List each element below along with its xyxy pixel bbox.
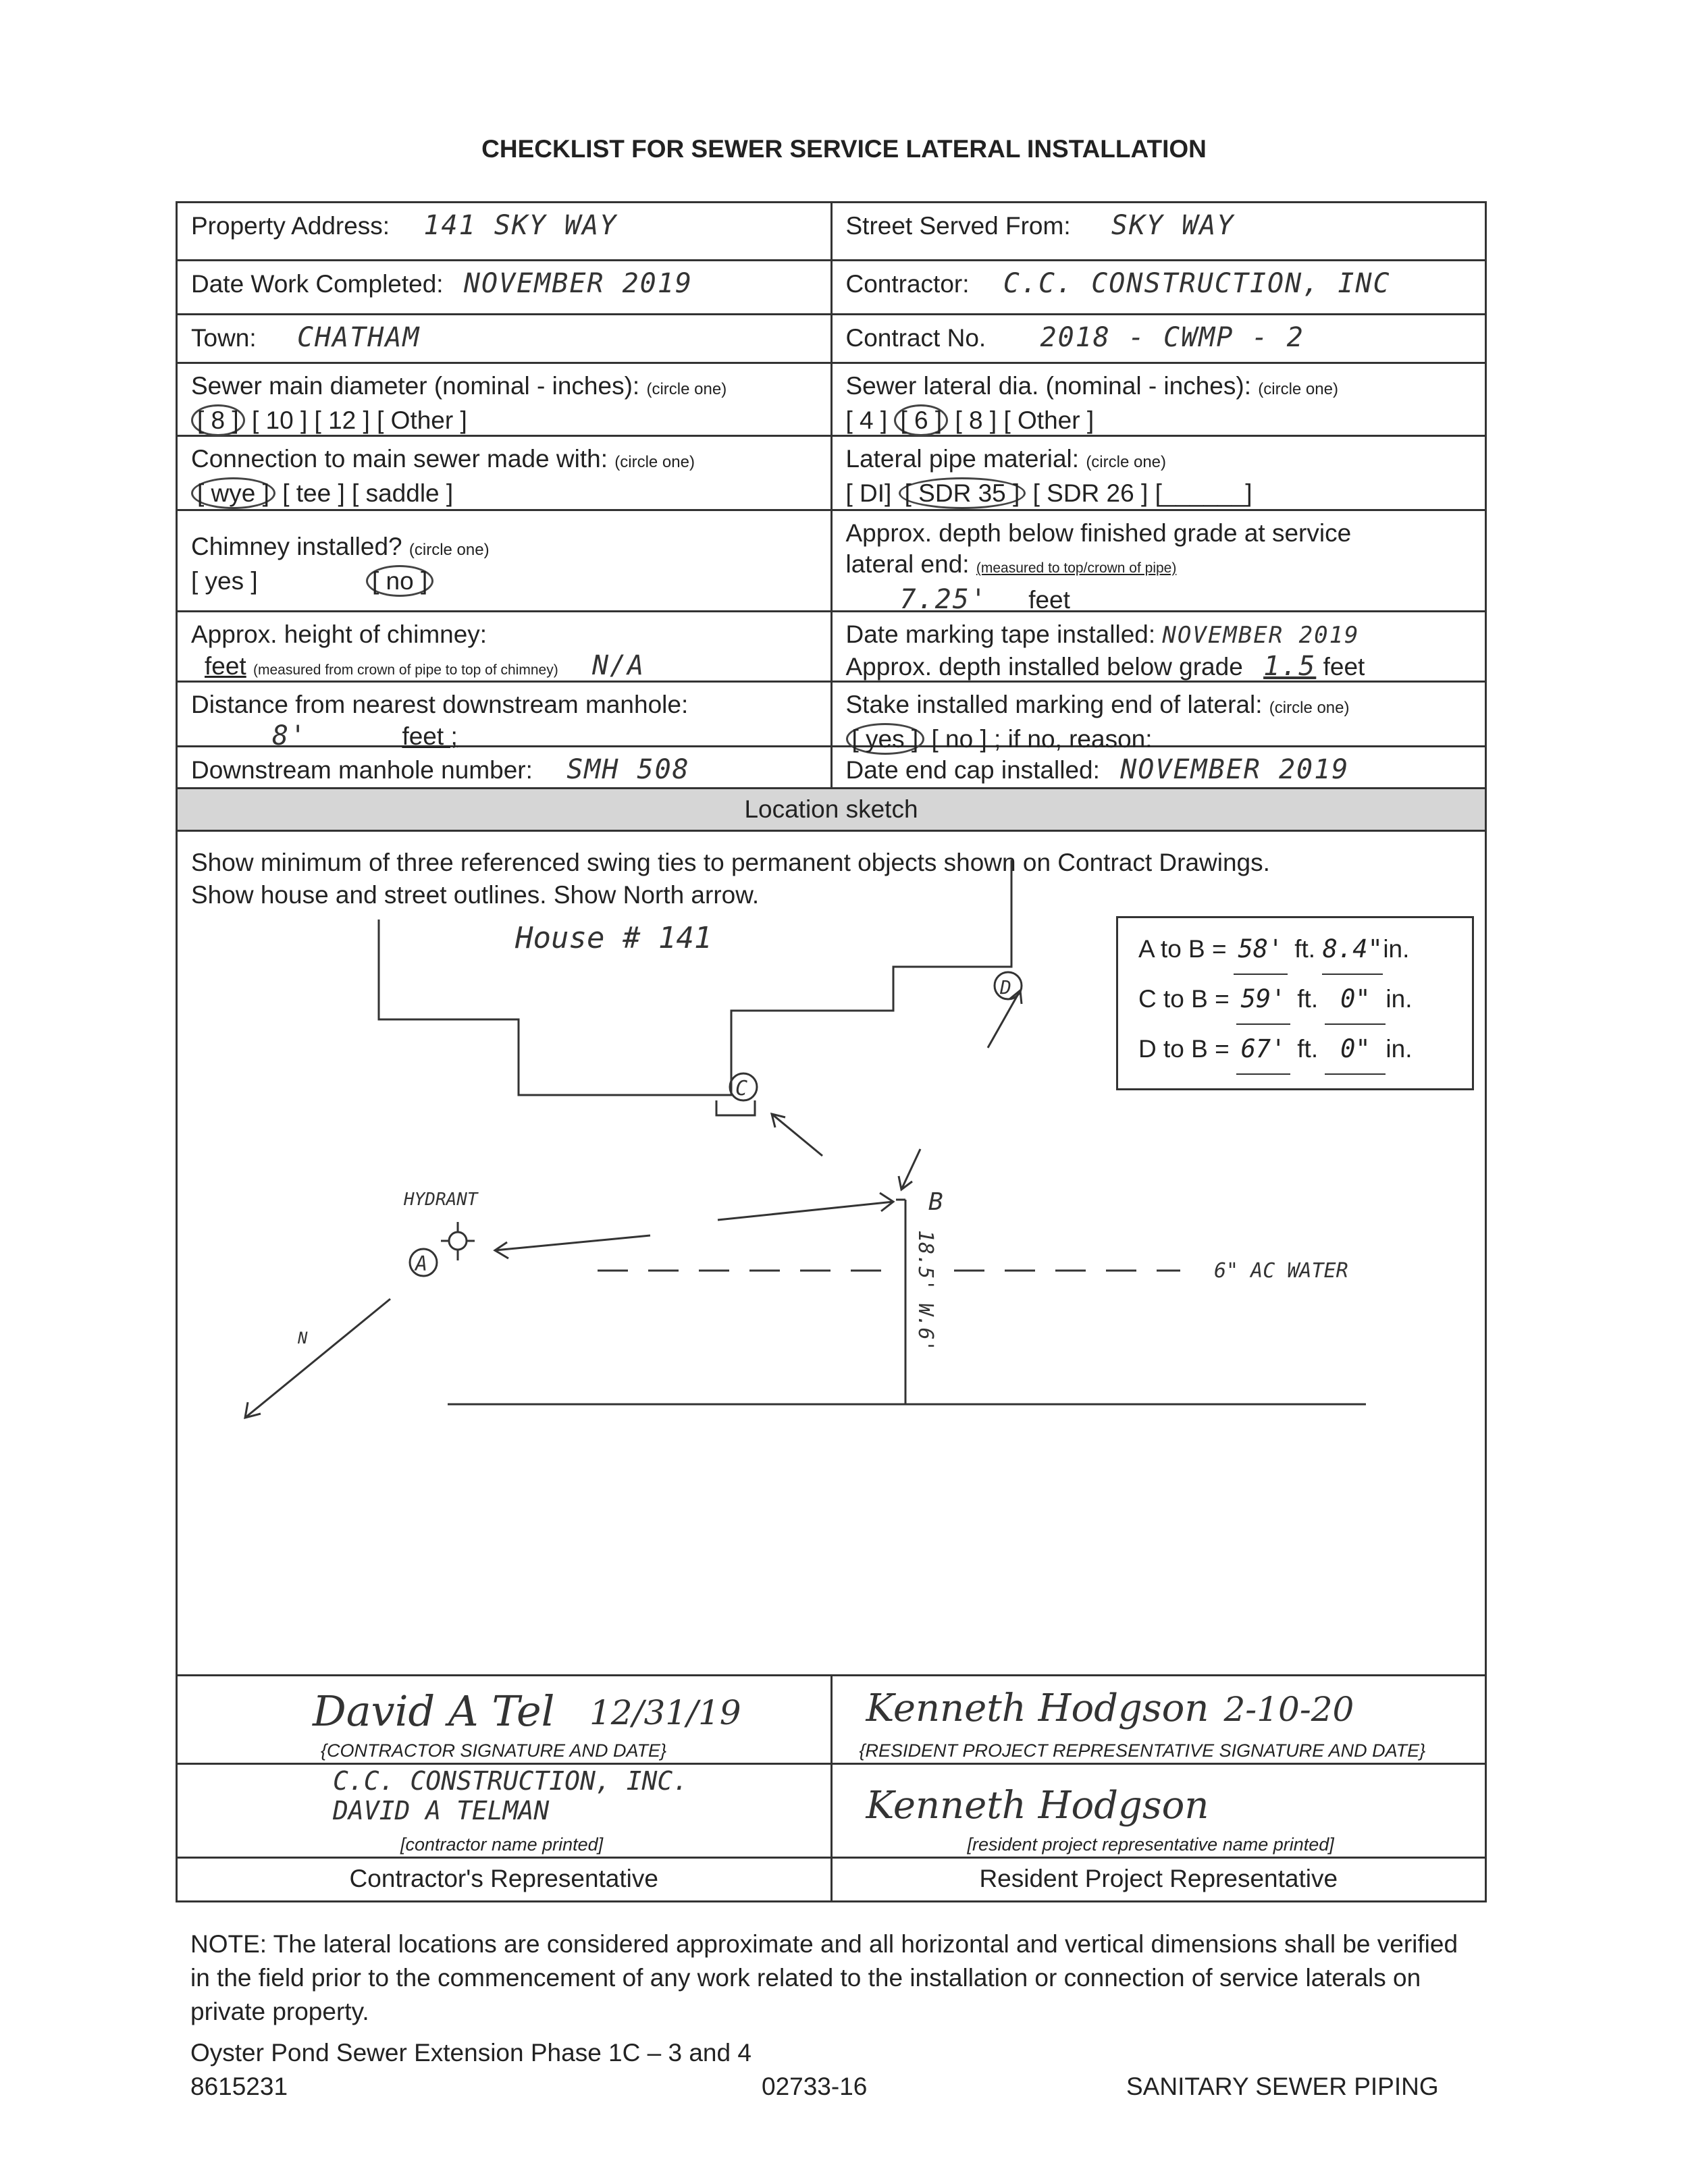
location-sketch-header: Location sketch <box>178 789 1485 832</box>
manhole-number-cell <box>178 747 833 787</box>
contractor-label: Contractor: <box>845 270 970 298</box>
contractor-name-line1[interactable]: C.C. CONSTRUCTION, INC. <box>333 1766 689 1796</box>
chimney-height-label: Approx. height of chimney: <box>191 620 487 648</box>
stake-label: Stake installed marking end of lateral: <box>845 691 1263 718</box>
connection-option-saddle[interactable]: [ saddle ] <box>352 479 454 507</box>
property-address-cell <box>178 203 833 259</box>
property-address-label: Property Address: <box>191 212 390 240</box>
checklist-form <box>176 201 1487 1902</box>
footer-section: 02733-16 <box>762 2073 868 2100</box>
chimney-option-no[interactable]: [ no ] <box>366 565 433 597</box>
contractor-cell <box>833 261 1485 313</box>
contract-no-value[interactable]: 2018 - CWMP - 2 <box>1040 322 1304 353</box>
contractor-name-label: [contractor name printed] <box>400 1834 604 1855</box>
sewer-main-option-other[interactable]: [ Other ] <box>377 406 467 434</box>
lateral-material-option-blank[interactable]: [______] <box>1155 479 1252 507</box>
manhole-distance-value[interactable]: 8' <box>272 720 308 751</box>
stake-cell <box>833 683 1485 753</box>
lateral-material-cell <box>833 437 1485 509</box>
circle-one-note: (circle one) <box>1258 380 1338 398</box>
chimney-height-cell <box>178 612 833 681</box>
ft-unit: ft. <box>1297 1035 1319 1063</box>
sketch-instruction-1: Show minimum of three referenced swing ties to permanent objects shown on Contract Drawings. <box>191 849 1270 876</box>
tie-label: C to B = <box>1138 985 1230 1013</box>
sewer-lateral-option-4[interactable]: [ 4 ] <box>845 406 888 434</box>
sewer-main-label: Sewer main diameter (nominal - inches): <box>191 372 640 400</box>
contractor-value[interactable]: C.C. CONSTRUCTION, INC <box>1003 268 1391 299</box>
contractor-signature-cell <box>178 1676 833 1763</box>
in-unit: in. <box>1383 935 1410 963</box>
sewer-main-option-10[interactable]: [ 10 ] <box>251 406 308 434</box>
tie-row-a-b <box>1138 925 1472 975</box>
depth-note: (measured to top/crown of pipe) <box>976 560 1177 576</box>
street-served-label: Street Served From: <box>845 212 1071 240</box>
marking-tape-label: Date marking tape installed: <box>845 620 1156 648</box>
note-text: NOTE: The lateral locations are considered approximate and all horizontal and vertical dimensions shall be verified in the field prior to the commencement of any work related to the installation or connection of service laterals on private property. <box>190 1930 1458 2025</box>
manhole-number-label: Downstream manhole number: <box>191 756 533 784</box>
depth-unit: feet <box>1028 586 1070 614</box>
lateral-material-option-sdr26[interactable]: [ SDR 26 ] <box>1032 479 1149 507</box>
contractor-signature[interactable]: David A Tel <box>313 1686 555 1736</box>
circle-one-note: (circle one) <box>646 380 727 398</box>
tie-ft-value[interactable]: 58' <box>1234 925 1288 975</box>
date-completed-value[interactable]: NOVEMBER 2019 <box>463 268 693 299</box>
lateral-material-option-di[interactable]: [ DI] <box>845 479 892 507</box>
sewer-lateral-option-other[interactable]: [ Other ] <box>1003 406 1094 434</box>
tie-in-value[interactable]: 0" <box>1325 975 1386 1025</box>
location-sketch <box>178 832 1485 1676</box>
stake-option-no[interactable]: [ no ] ; if no, reason: <box>931 725 1153 753</box>
town-cell <box>178 315 833 362</box>
form-title: CHECKLIST FOR SEWER SERVICE LATERAL INSTALLATION <box>481 135 1207 163</box>
tie-in-value[interactable]: 0" <box>1325 1025 1386 1075</box>
end-cap-value[interactable]: NOVEMBER 2019 <box>1120 754 1350 785</box>
north-arrow <box>245 1299 390 1418</box>
signature-row <box>178 1676 1485 1765</box>
sewer-main-option-8[interactable]: [ 8 ] <box>191 404 245 436</box>
resident-signature-label: {RESIDENT PROJECT REPRESENTATIVE SIGNATURE AND DATE} <box>859 1740 1426 1761</box>
contract-no-label: Contract No. <box>845 324 986 352</box>
circle-one-note: (circle one) <box>614 453 695 471</box>
street-served-cell <box>833 203 1485 259</box>
circle-one-note: (circle one) <box>1086 453 1167 471</box>
water-label: 6" AC WATER <box>1214 1259 1348 1283</box>
depth-label: Approx. depth below finished grade at service <box>845 519 1352 547</box>
chimney-option-yes[interactable]: [ yes ] <box>191 567 258 595</box>
contractor-signature-date[interactable]: 12/31/19 <box>589 1693 741 1732</box>
chimney-height-note: (measured from crown of pipe to top of chimney) <box>253 662 558 678</box>
manhole-number-value[interactable]: SMH 508 <box>566 754 690 785</box>
town-value[interactable]: CHATHAM <box>296 322 421 353</box>
house-label: House # 141 <box>515 921 712 955</box>
house-outline <box>379 860 1011 1095</box>
resident-name[interactable]: Kenneth Hodgson <box>866 1784 1209 1828</box>
point-a-label: A <box>415 1252 428 1276</box>
in-unit: in. <box>1386 1035 1413 1063</box>
tie-in-value[interactable]: 8.4" <box>1322 925 1383 975</box>
sewer-lateral-option-8[interactable]: [ 8 ] <box>955 406 997 434</box>
resident-name-label: [resident project representative name printed] <box>967 1834 1334 1855</box>
tie-label: A to B = <box>1138 935 1227 963</box>
hydrant-symbol <box>449 1232 467 1250</box>
end-cap-label: Date end cap installed: <box>845 756 1100 784</box>
contract-no-cell <box>833 315 1485 362</box>
marking-tape-cell <box>833 612 1485 681</box>
sewer-lateral-cell <box>833 364 1485 435</box>
manhole-distance-label: Distance from nearest downstream manhole: <box>191 691 689 718</box>
tie-ft-value[interactable]: 59' <box>1236 975 1290 1025</box>
point-d-label: D <box>1000 976 1011 998</box>
tie-label: D to B = <box>1138 1035 1230 1063</box>
tie-arrow-a-b <box>718 1202 893 1220</box>
depth-cell <box>833 511 1485 615</box>
connection-label: Connection to main sewer made with: <box>191 445 608 473</box>
c-bracket <box>716 1100 755 1115</box>
resident-rep-label: Resident Project Representative <box>979 1865 1338 1892</box>
tape-depth-label: Approx. depth installed below grade <box>845 653 1243 681</box>
sewer-lateral-option-6[interactable]: [ 6 ] <box>894 404 948 436</box>
connection-option-tee[interactable]: [ tee ] <box>282 479 345 507</box>
manhole-distance-cell <box>178 683 833 751</box>
north-label: N <box>298 1329 308 1348</box>
depth-label-2: lateral end: <box>845 550 970 578</box>
point-c-label: C <box>735 1077 748 1100</box>
sewer-lateral-label: Sewer lateral dia. (nominal - inches): <box>845 372 1251 400</box>
representative-row <box>178 1859 1485 1900</box>
date-completed-label: Date Work Completed: <box>191 270 444 298</box>
resident-signature-cell <box>833 1676 1485 1763</box>
stake-option-yes[interactable]: [ yes ] <box>846 723 925 755</box>
date-completed-cell <box>178 261 833 313</box>
connection-cell <box>178 437 833 509</box>
footer-section-title: SANITARY SEWER PIPING <box>1126 2073 1439 2100</box>
street-served-value[interactable]: SKY WAY <box>1111 210 1235 241</box>
contractor-name-cell <box>178 1765 833 1857</box>
tape-depth-unit: feet <box>1323 653 1365 681</box>
circle-one-note: (circle one) <box>1269 699 1350 717</box>
swing-ties-box <box>1116 916 1474 1090</box>
resident-signature-date[interactable]: 2-10-20 <box>1223 1690 1354 1729</box>
tie-arrow-hydrant <box>495 1235 650 1250</box>
sewer-main-option-12[interactable]: [ 12 ] <box>314 406 370 434</box>
contractor-name-line2[interactable]: DAVID A TELMAN <box>333 1796 550 1826</box>
property-address-value[interactable]: 141 SKY WAY <box>423 210 618 241</box>
lateral-offset-label: 18.5' W.6' <box>914 1230 937 1352</box>
point-b-label: B <box>928 1188 943 1216</box>
tie-ft-value[interactable]: 67' <box>1236 1025 1290 1075</box>
footer-number: 8615231 <box>190 2073 288 2100</box>
lateral-material-option-sdr35[interactable]: [ SDR 35 ] <box>899 477 1026 509</box>
end-cap-cell <box>833 747 1485 787</box>
chimney-height-value[interactable]: N/A <box>591 650 645 681</box>
town-label: Town: <box>191 324 257 352</box>
sewer-main-cell <box>178 364 833 435</box>
tie-row-d-b <box>1138 1025 1472 1075</box>
contractor-signature-label: {CONTRACTOR SIGNATURE AND DATE} <box>321 1740 667 1761</box>
tie-row-c-b <box>1138 975 1472 1025</box>
ft-unit: ft. <box>1294 935 1316 963</box>
resident-signature[interactable]: Kenneth Hodgson <box>866 1686 1209 1730</box>
resident-name-cell <box>833 1765 1485 1857</box>
contractor-rep-label: Contractor's Representative <box>178 1859 833 1900</box>
tie-arrow-c <box>772 1114 822 1156</box>
manhole-distance-unit: feet ; <box>402 722 458 750</box>
footer-project: Oyster Pond Sewer Extension Phase 1C – 3 and 4 <box>190 2039 751 2067</box>
tape-depth-value[interactable]: 1.5 <box>1263 651 1317 682</box>
chimney-height-unit: feet <box>205 652 246 680</box>
hydrant-label: HYDRANT <box>404 1190 478 1210</box>
marking-tape-value[interactable]: NOVEMBER 2019 <box>1162 622 1360 649</box>
ft-unit: ft. <box>1297 985 1319 1013</box>
chimney-label: Chimney installed? <box>191 533 402 560</box>
depth-value[interactable]: 7.25' <box>899 584 988 615</box>
lateral-material-label: Lateral pipe material: <box>845 445 1080 473</box>
printed-name-row <box>178 1765 1485 1859</box>
connection-option-wye[interactable]: [ wye ] <box>191 477 275 509</box>
sketch-instruction-2: Show house and street outlines. Show North arrow. <box>191 881 760 909</box>
in-unit: in. <box>1386 985 1413 1013</box>
chimney-cell <box>178 511 833 610</box>
circle-one-note: (circle one) <box>408 541 490 559</box>
